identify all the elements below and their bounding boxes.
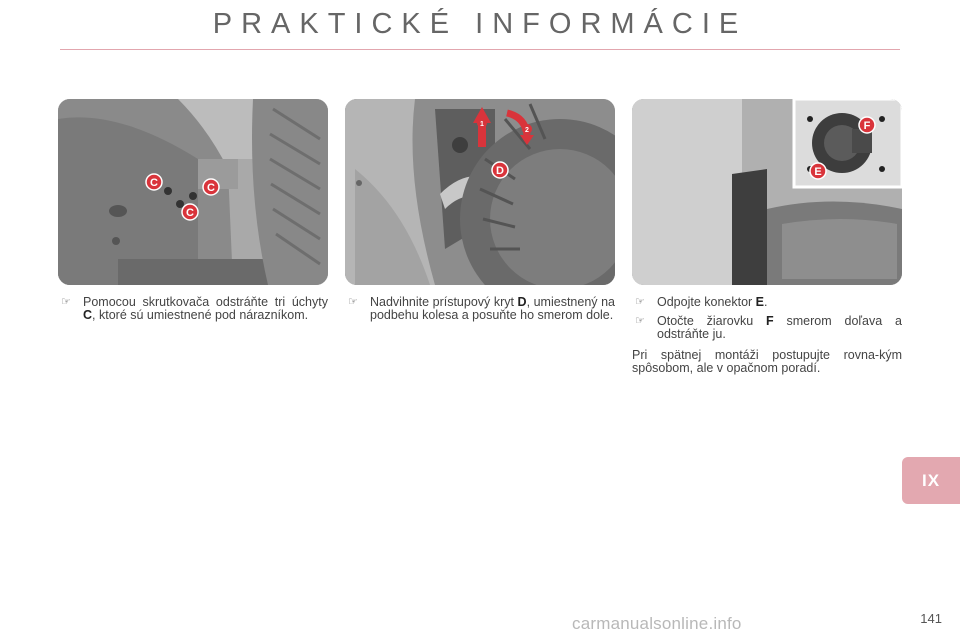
callout-e xyxy=(810,163,826,179)
callout-c-1 xyxy=(146,174,162,190)
instruction-key: C xyxy=(83,308,93,322)
instructions-column-1 xyxy=(58,296,328,328)
instruction-text: Odpojte konektor xyxy=(657,295,756,309)
instruction-text: Pomocou skrutkovača odstráňte tri úchyty xyxy=(83,295,328,309)
instruction-rotate-bulb xyxy=(632,315,902,341)
page-title: PRAKTICKÉ INFORMÁCIE xyxy=(212,8,748,40)
instruction-key: F xyxy=(766,314,774,328)
callout-step-2 xyxy=(522,124,532,134)
callout-d xyxy=(492,162,508,178)
reassembly-note: Pri spätnej montáži postupujte rovna-kým spôsobom, ale v opačnom poradí. xyxy=(632,348,902,375)
pointer-icon: ☞ xyxy=(635,315,645,327)
instruction-text: smerom doľava a odstráňte ju. xyxy=(657,314,902,341)
chapter-tab: IX xyxy=(902,457,960,504)
pointer-icon: ☞ xyxy=(348,296,358,308)
instructions-column-3 xyxy=(632,296,902,375)
instruction-remove-clips xyxy=(58,296,328,322)
access-cover-photo xyxy=(345,99,615,285)
title-divider xyxy=(60,49,900,50)
svg-text:1: 1 xyxy=(480,121,484,128)
pointer-icon: ☞ xyxy=(61,296,71,308)
watermark: carmanualsonline.info xyxy=(572,614,742,633)
svg-text:C: C xyxy=(207,182,215,194)
callout-f xyxy=(859,117,875,133)
callout-c-2 xyxy=(203,179,219,195)
fog-lamp-bulb-photo xyxy=(632,99,902,285)
instruction-text: , umiestnený na podbehu kolesa a posuňte ho smerom dole. xyxy=(370,295,615,322)
instruction-text: . xyxy=(764,295,768,309)
callout-step-1 xyxy=(477,118,487,128)
page-number: 141 xyxy=(920,611,942,626)
instruction-disconnect xyxy=(632,296,902,309)
svg-text:E: E xyxy=(814,166,822,178)
instructions-column-2 xyxy=(345,296,615,328)
pointer-icon: ☞ xyxy=(635,296,645,308)
svg-text:C: C xyxy=(186,207,194,219)
instruction-text: Nadvihnite prístupový kryt xyxy=(370,295,518,309)
bumper-screws-photo xyxy=(58,99,328,285)
instruction-text: Otočte žiarovku xyxy=(657,314,767,328)
svg-text:C: C xyxy=(150,177,158,189)
instruction-key: D xyxy=(517,295,527,309)
callout-c-3 xyxy=(182,204,198,220)
svg-text:2: 2 xyxy=(525,127,529,134)
instruction-text: , ktoré sú umiestnené pod nárazníkom. xyxy=(92,308,309,322)
svg-text:F: F xyxy=(863,120,871,132)
svg-text:D: D xyxy=(496,165,504,177)
instruction-key: E xyxy=(755,295,765,309)
instruction-lift-cover xyxy=(345,296,615,322)
